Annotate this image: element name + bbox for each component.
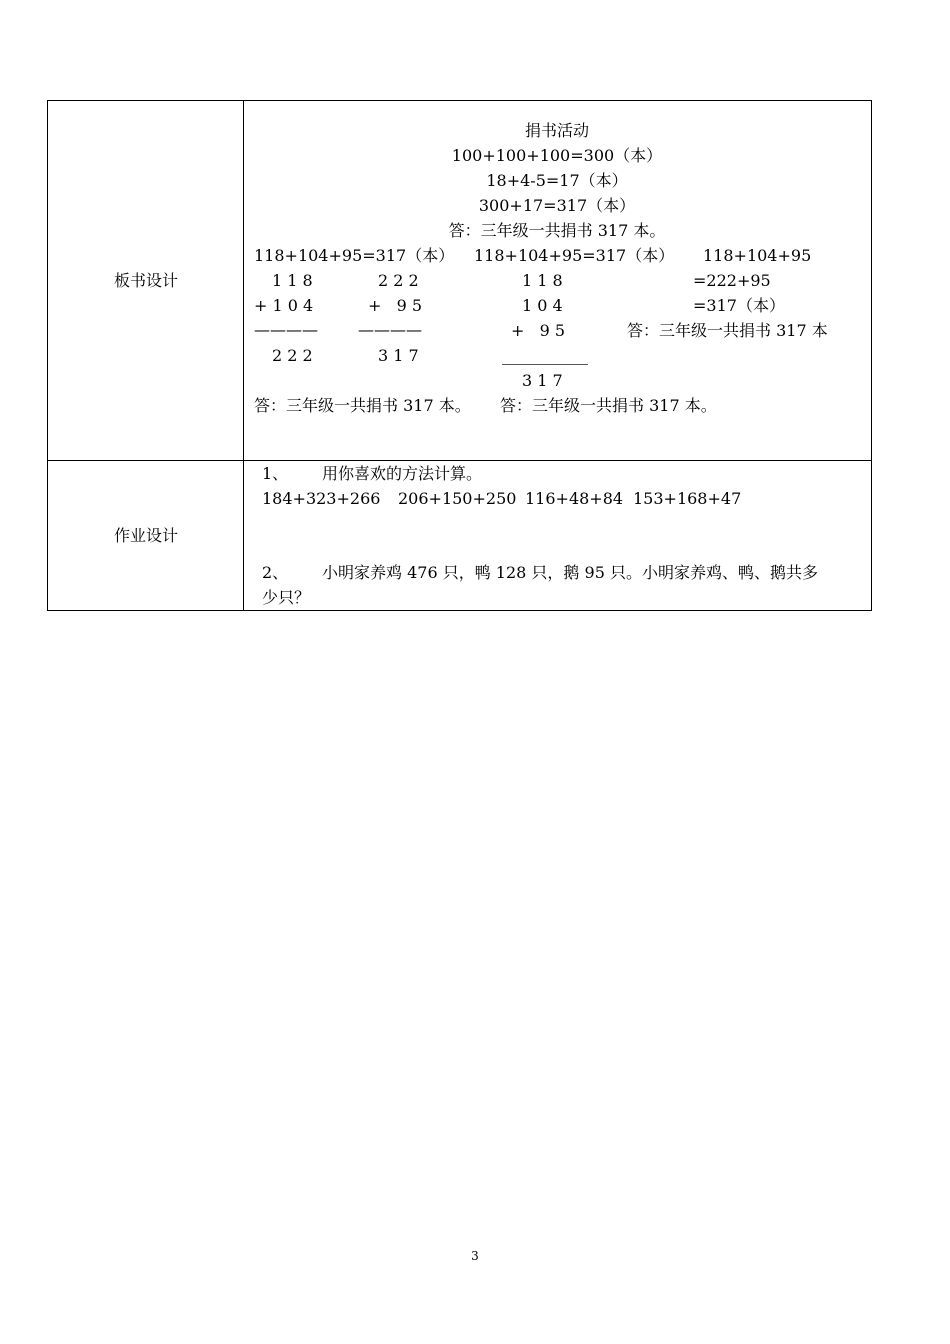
page-number: 3 — [471, 1249, 479, 1263]
table-border-divider — [243, 100, 244, 611]
method3-line-1: 118+104+95 — [703, 246, 812, 265]
method2-answer: 答：三年级一共捐书 317 本。 — [500, 396, 717, 415]
method1-addend-2: + 1 0 4 — [254, 296, 314, 315]
method2-equation: 118+104+95=317（本） — [474, 246, 675, 265]
method1-result-1: 2 2 2 — [272, 346, 313, 365]
table-border-middle — [47, 460, 872, 461]
homework-q1-item-3: 116+48+84 — [525, 489, 624, 508]
method3-line-2: =222+95 — [693, 271, 771, 290]
method1-addend-1: 1 1 8 — [272, 271, 313, 290]
method3-line-3: =317（本） — [693, 296, 785, 315]
method1-dash-1: ———— — [254, 320, 318, 339]
board-equation-2: 18+4-5=17（本） — [486, 171, 628, 190]
method1-step2-addend-2: + 9 5 — [368, 296, 423, 315]
board-equation-1: 100+100+100=300（本） — [451, 146, 663, 165]
homework-design-label: 作业设计 — [113, 526, 179, 545]
homework-q2-line-1: 小明家养鸡 476 只，鸭 128 只，鹅 95 只。小明家养鸡、鸭、鹅共多 — [322, 563, 818, 582]
method2-result: 3 1 7 — [522, 371, 563, 390]
method1-equation: 118+104+95=317（本） — [254, 246, 455, 265]
table-border-right — [871, 100, 872, 611]
board-title: 捐书活动 — [524, 121, 590, 140]
method1-step2-addend-1: 2 2 2 — [378, 271, 419, 290]
method2-addend-2: 1 0 4 — [522, 296, 563, 315]
homework-q1-text: 用你喜欢的方法计算。 — [322, 464, 483, 483]
board-answer-center: 答：三年级一共捐书 317 本。 — [448, 221, 666, 240]
homework-q1-number: 1、 — [262, 464, 289, 483]
method3-answer: 答：三年级一共捐书 317 本 — [627, 321, 828, 340]
method1-result-2: 3 1 7 — [378, 346, 419, 365]
method1-dash-2: ———— — [358, 320, 422, 339]
board-design-label: 板书设计 — [113, 271, 179, 290]
homework-q1-item-1: 184+323+266 — [262, 489, 381, 508]
homework-q1-item-2: 206+150+250 — [398, 489, 517, 508]
method1-answer: 答：三年级一共捐书 317 本。 — [254, 396, 471, 415]
method2-addend-3: + 9 5 — [511, 321, 566, 340]
table-border-bottom — [47, 610, 872, 611]
table-border-top — [47, 100, 872, 101]
method2-addend-1: 1 1 8 — [522, 271, 563, 290]
method2-sum-line — [502, 364, 588, 365]
homework-q1-item-4: 153+168+47 — [633, 489, 742, 508]
homework-q2-line-2: 少只？ — [262, 588, 311, 607]
board-equation-3: 300+17=317（本） — [478, 196, 636, 215]
homework-q2-number: 2、 — [262, 563, 289, 582]
table-border-left — [47, 100, 48, 611]
